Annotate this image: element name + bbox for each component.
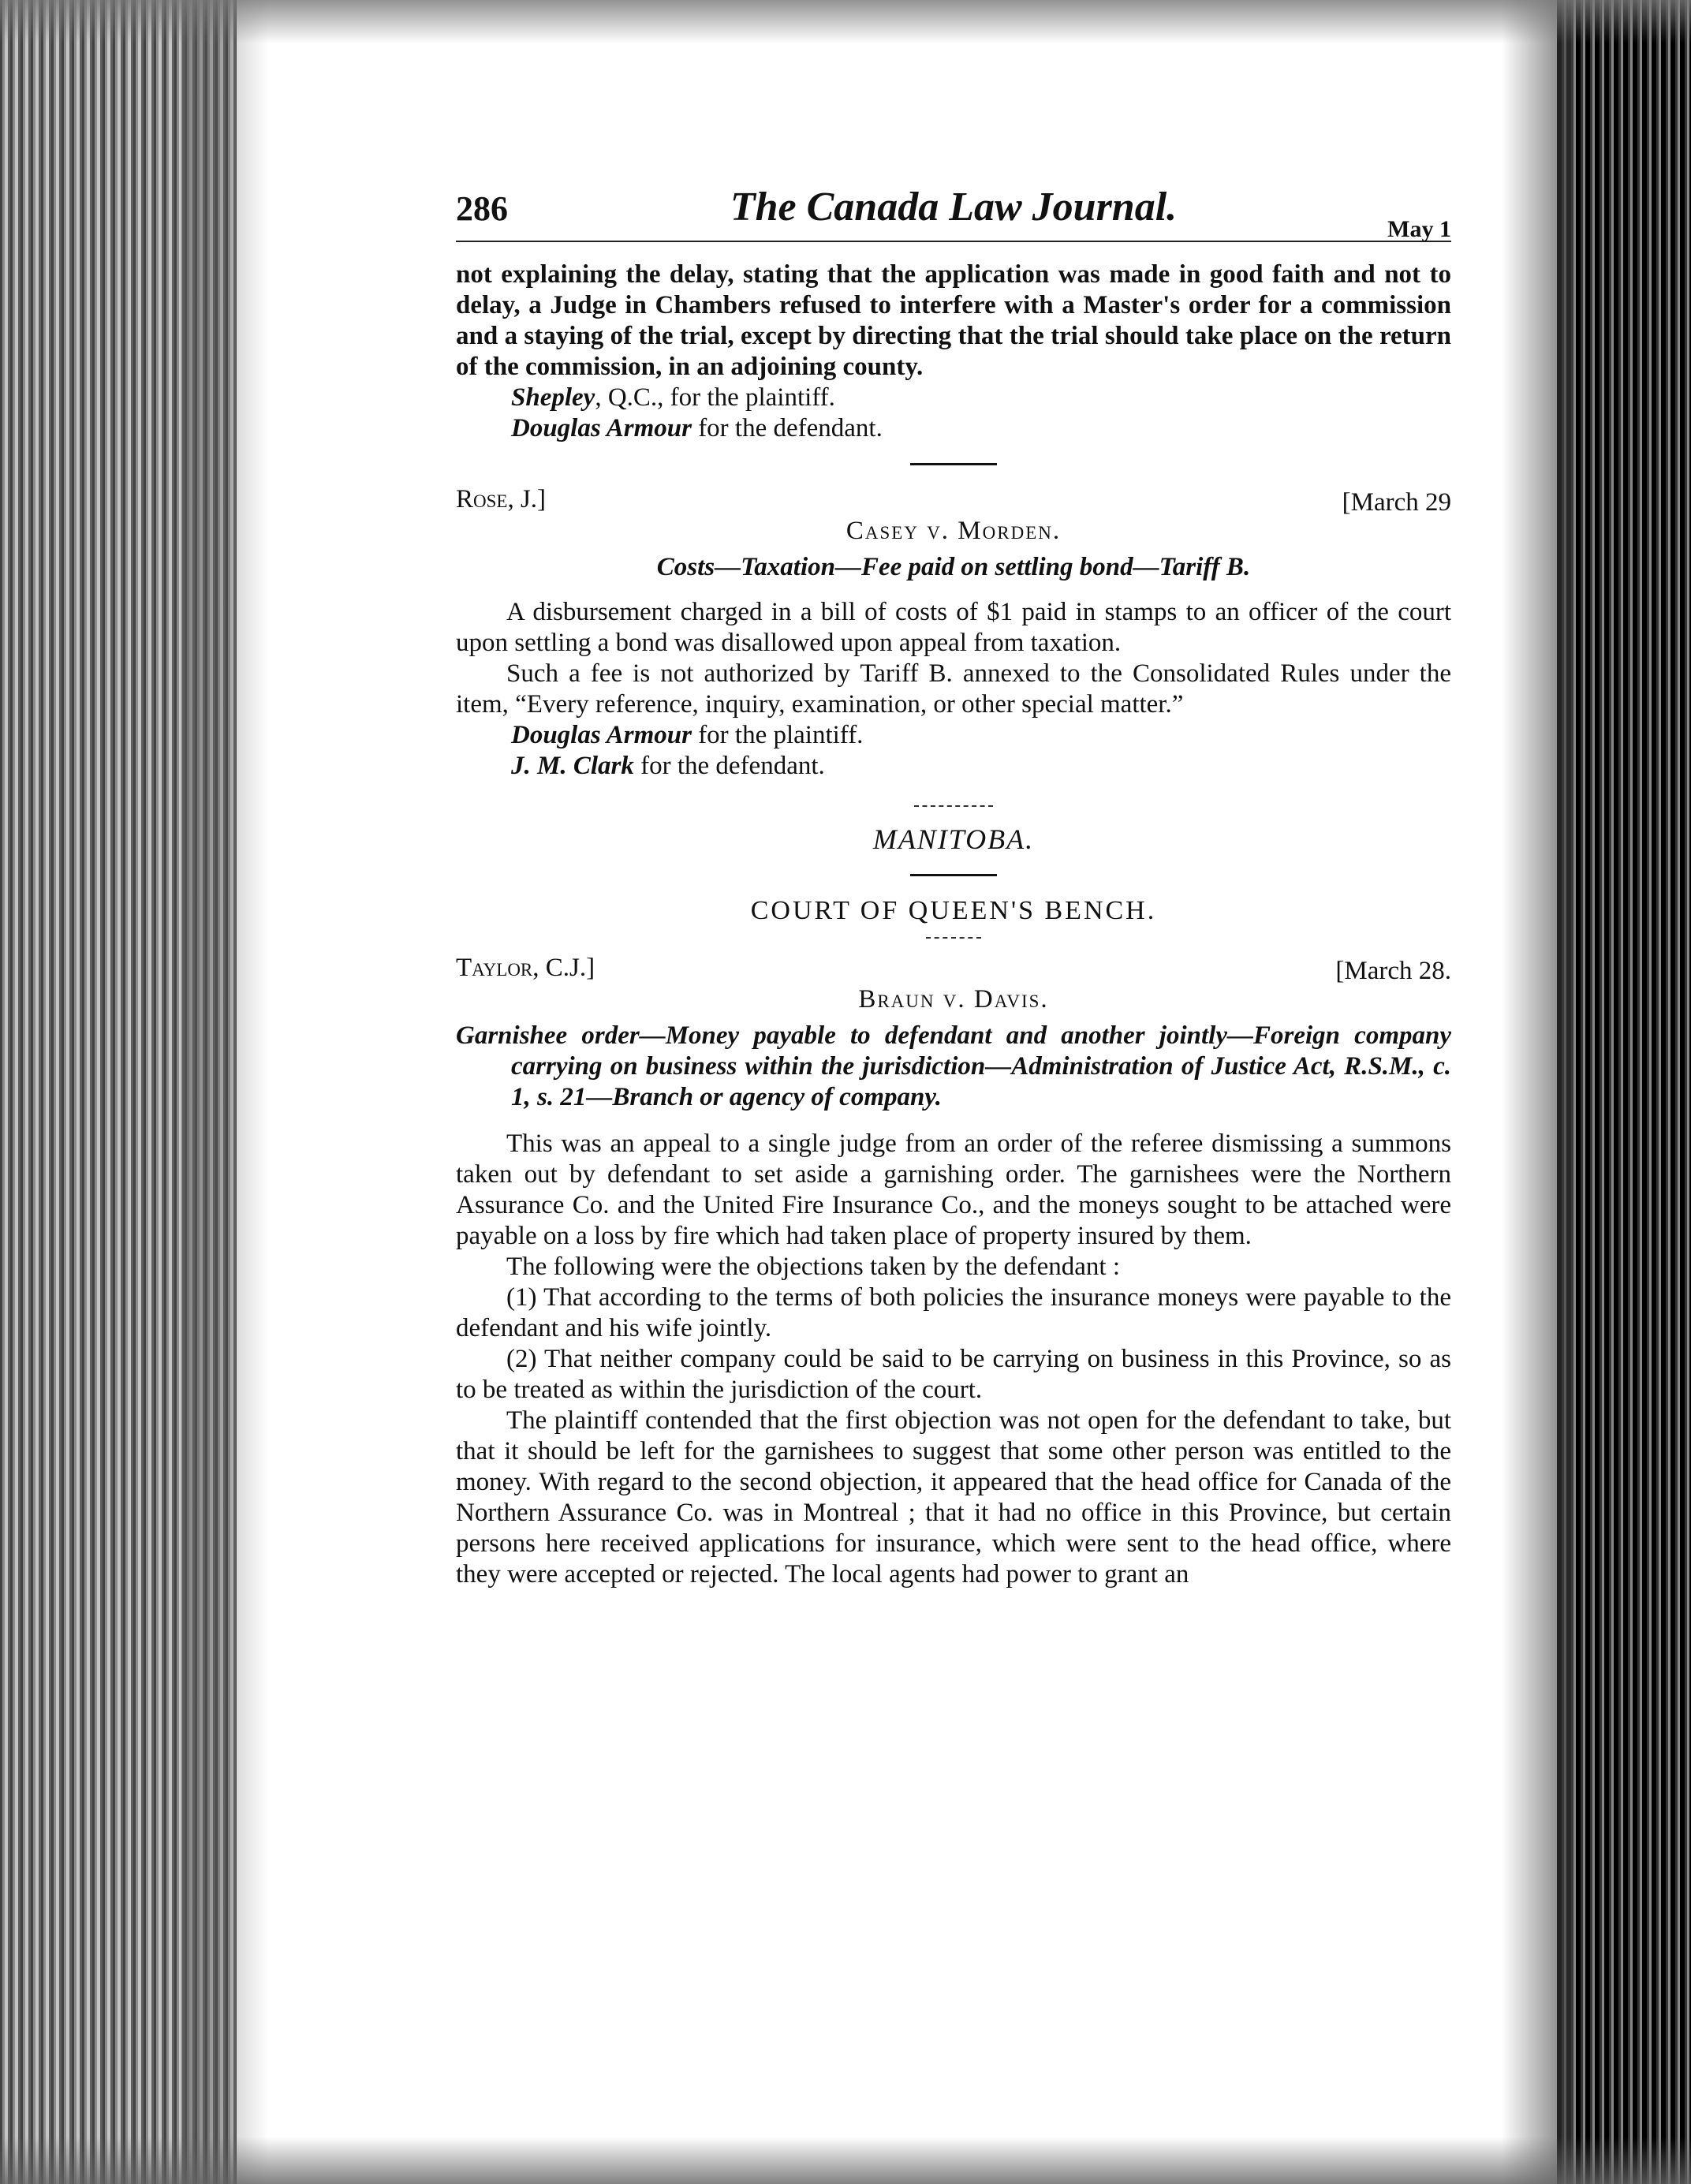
counsel-name: Douglas Armour bbox=[511, 721, 692, 749]
scan-top-edge bbox=[0, 0, 1691, 43]
section-divider bbox=[914, 805, 993, 807]
counsel-role: for the defendant. bbox=[633, 752, 825, 780]
case-headnote: Costs—Taxation—Fee paid on settling bond—Tariff B. bbox=[656, 553, 1251, 581]
case-date: [March 29 bbox=[1342, 488, 1451, 517]
header-date: May 1 bbox=[1387, 216, 1451, 242]
counsel-role: for the defendant. bbox=[691, 414, 883, 442]
case-name: Braun v. Davis. bbox=[858, 985, 1049, 1014]
case-name: Casey v. Morden. bbox=[846, 517, 1062, 545]
page-header bbox=[456, 177, 1451, 242]
body-paragraph: Such a fee is not authorized by Tariff B. annexed to the Consolidated Rules under the item, “Every reference, inquiry, examination, or other special matter.” bbox=[456, 659, 1451, 719]
counsel-line bbox=[456, 383, 1451, 413]
case-headnote: Garnishee order—Money payable to defendant and another jointly—Foreign company carrying on business within the jurisdiction—Administration of Justice Act, R.S.M., c. 1, s. 21—Branch or agency of company. bbox=[456, 1021, 1451, 1111]
case-date: [March 28. bbox=[1335, 957, 1451, 985]
page-number: 286 bbox=[456, 189, 508, 228]
body-paragraph: (2) That neither company could be said to be carrying on business in this Province, so as to be treated as within the jurisdiction of the court. bbox=[456, 1345, 1451, 1404]
judge-name: Rose, J.] bbox=[456, 485, 547, 513]
court-heading: COURT OF QUEEN'S BENCH. bbox=[750, 896, 1157, 925]
counsel-name: Douglas Armour bbox=[511, 414, 692, 442]
case-heading bbox=[456, 484, 1451, 546]
counsel-name: Shepley bbox=[511, 383, 595, 412]
scan-right-shadow bbox=[1502, 0, 1573, 2184]
counsel-role: , Q.C., for the plaintiff. bbox=[595, 383, 835, 412]
body-paragraph: The plaintiff contended that the first objection was not open for the defendant to take, but that it should be left for the garnishees to suggest that some other person was entitled to the money. With regard to the second objection, it appeared that the head office for Canada of the Northern Assurance Co. was in Montreal ; that it had no office in this Province, but certain persons here received applications for insurance, which were sent to the head office, where they were accepted or rejected. The local agents had power to grant an bbox=[456, 1406, 1451, 1589]
counsel-line bbox=[456, 413, 1451, 444]
intro-paragraph: not explaining the delay, stating that the application was made in good faith and not to delay, a Judge in Chambers refused to interfere with a Master's order for a commission and a staying of the trial, except by directing that the trial should take place on the return of the commission, in an adjoining county. bbox=[456, 260, 1451, 381]
counsel-line bbox=[456, 720, 1451, 751]
body-paragraph: This was an appeal to a single judge from an order of the referee dismissing a summons taken out by defendant to set aside a garnishing order. The garnishees were the Northern Assurance Co. and the United Fire Insurance Co., and the moneys sought to be attached were payable on a loss by fire which had taken place of property insured by them. bbox=[456, 1129, 1451, 1250]
body-paragraph: A disbursement charged in a bill of costs of $1 paid in stamps to an officer of the court upon settling a bond was disallowed upon appeal from taxation. bbox=[456, 598, 1451, 657]
body-paragraph: (1) That according to the terms of both policies the insurance moneys were payable to the defendant and his wife jointly. bbox=[456, 1283, 1451, 1342]
journal-title: The Canada Law Journal. bbox=[730, 185, 1178, 230]
scan-left-shadow bbox=[181, 0, 268, 2184]
judge-name: Taylor, C.J.] bbox=[456, 954, 595, 982]
province-heading: MANITOBA. bbox=[872, 823, 1035, 855]
heading-divider bbox=[910, 874, 997, 876]
section-divider bbox=[926, 937, 981, 939]
counsel-name: J. M. Clark bbox=[511, 752, 634, 780]
counsel-line bbox=[456, 751, 1451, 782]
counsel-role: for the plaintiff. bbox=[691, 721, 864, 749]
scan-bottom-edge bbox=[0, 2137, 1691, 2184]
section-divider bbox=[910, 463, 997, 465]
scan-right-edge bbox=[1557, 0, 1691, 2184]
document-page bbox=[456, 177, 1451, 1590]
case-heading bbox=[456, 953, 1451, 1014]
body-paragraph: The following were the objections taken by the defendant : bbox=[506, 1253, 1120, 1281]
